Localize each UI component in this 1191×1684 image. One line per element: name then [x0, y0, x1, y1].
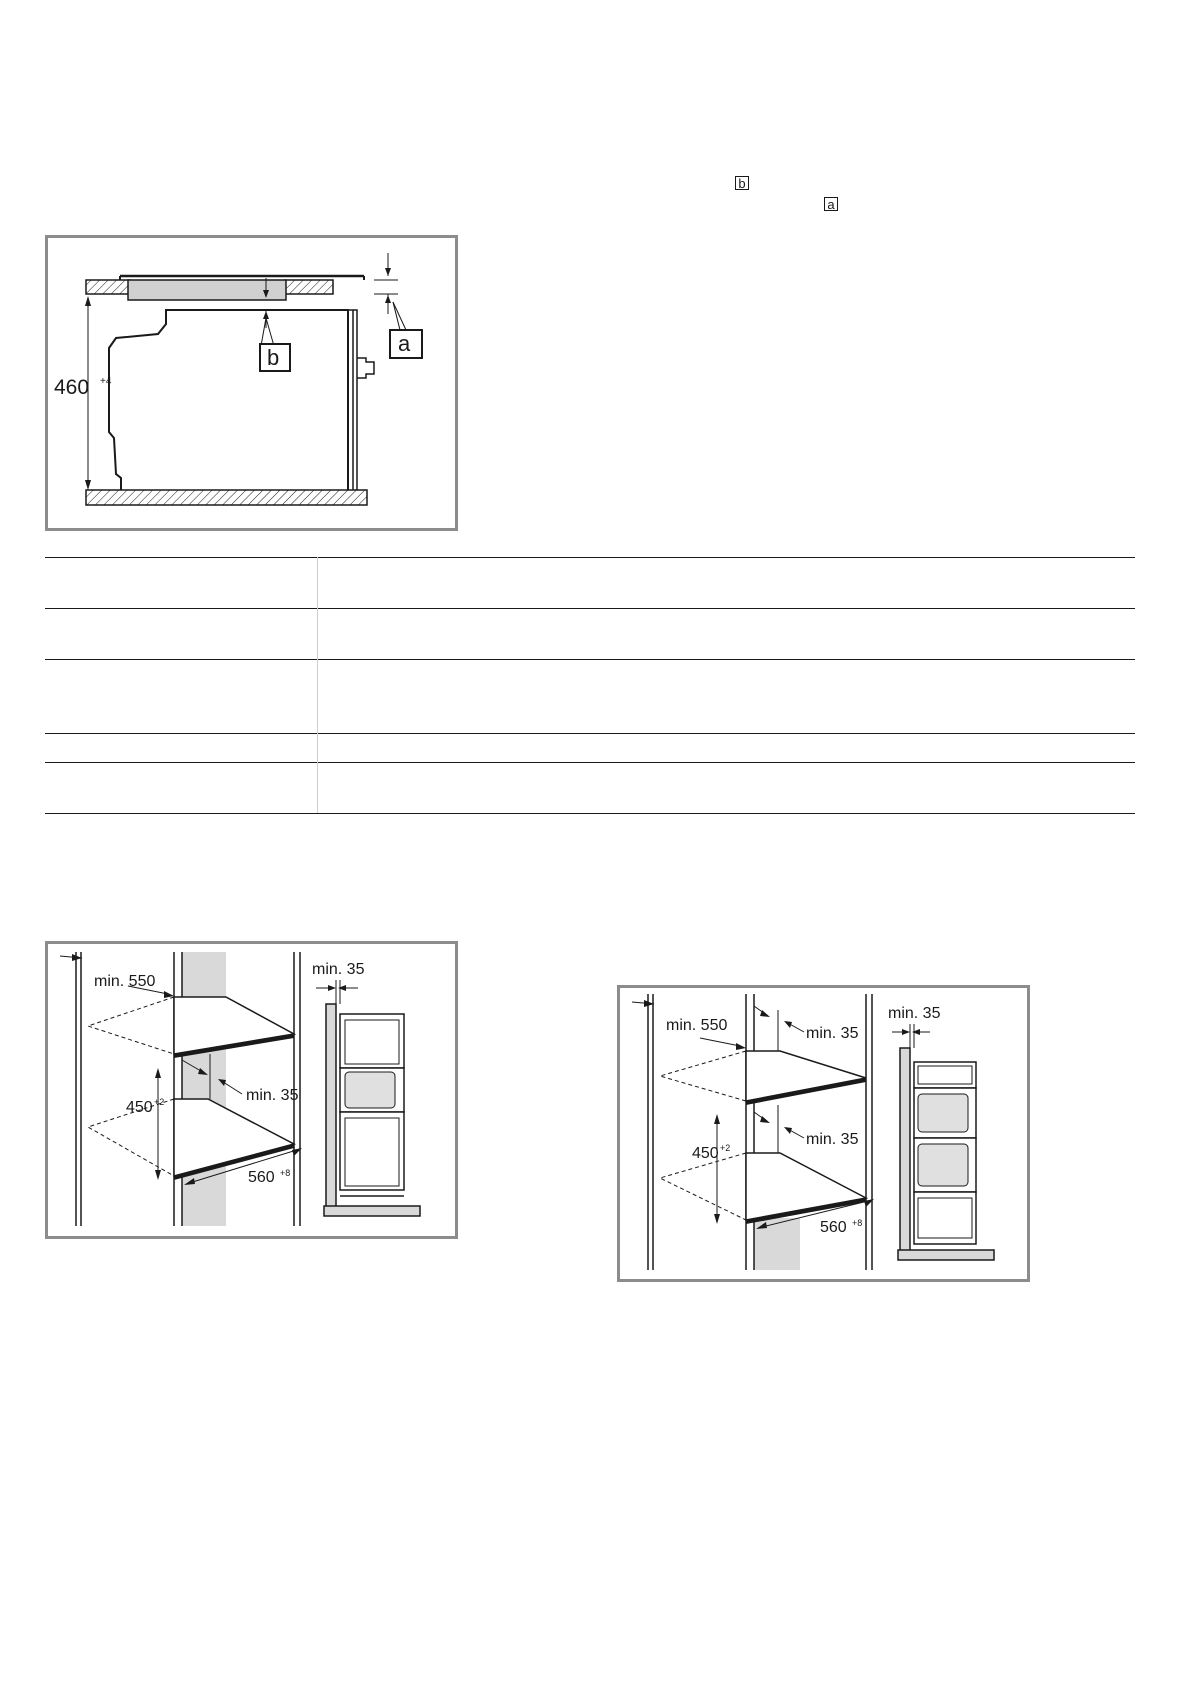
fig2-dim-450-tol: +2 — [154, 1097, 165, 1107]
figure-tall-cabinet-installation — [45, 941, 458, 1239]
table-rule-1 — [45, 557, 1135, 558]
table-rule-4 — [45, 733, 1135, 734]
fig2-dim-560-tol: +8 — [280, 1168, 291, 1178]
fig3-side-gap: min. 35 — [888, 1005, 941, 1022]
top-shelf-right — [285, 280, 333, 294]
callout-a: a — [398, 331, 411, 356]
top-shelf-left — [86, 280, 130, 294]
fig3-upper-gap: min. 35 — [806, 1025, 859, 1042]
fig2-dim-450: 450 — [126, 1099, 153, 1116]
fig3-depth: min. 550 — [666, 1017, 728, 1034]
marker-b: b — [735, 176, 749, 190]
figure-oven-side-section — [45, 235, 458, 531]
fig3-dim-560-tol: +8 — [852, 1218, 863, 1228]
fig3-dim-450: 450 — [692, 1145, 719, 1162]
fig2-depth: min. 550 — [94, 973, 156, 990]
table-rule-5 — [45, 762, 1135, 763]
fig2-dim-560: 560 — [248, 1169, 275, 1186]
table-column-divider — [317, 557, 318, 813]
fig3-lower-gap: min. 35 — [806, 1131, 859, 1148]
oven-door — [348, 310, 357, 490]
table-rule-3 — [45, 659, 1135, 660]
fig3-dim-450-tol: +2 — [720, 1143, 731, 1153]
fig2-top-gap: min. 35 — [312, 961, 365, 978]
dim-460-tol: +4 — [100, 376, 112, 387]
bottom-shelf — [86, 490, 367, 505]
oven-outline — [109, 310, 348, 490]
upper-appliance — [128, 280, 286, 300]
figure-tall-cabinet-installation-2 — [617, 985, 1030, 1282]
fig3-dim-560: 560 — [820, 1219, 847, 1236]
marker-a: a — [824, 197, 838, 211]
table-rule-6 — [45, 813, 1135, 814]
callout-b: b — [267, 345, 280, 370]
oven-handle — [357, 358, 374, 378]
fig2-mid-gap: min. 35 — [246, 1087, 299, 1104]
dim-460: 460 — [54, 376, 90, 399]
table-rule-2 — [45, 608, 1135, 609]
